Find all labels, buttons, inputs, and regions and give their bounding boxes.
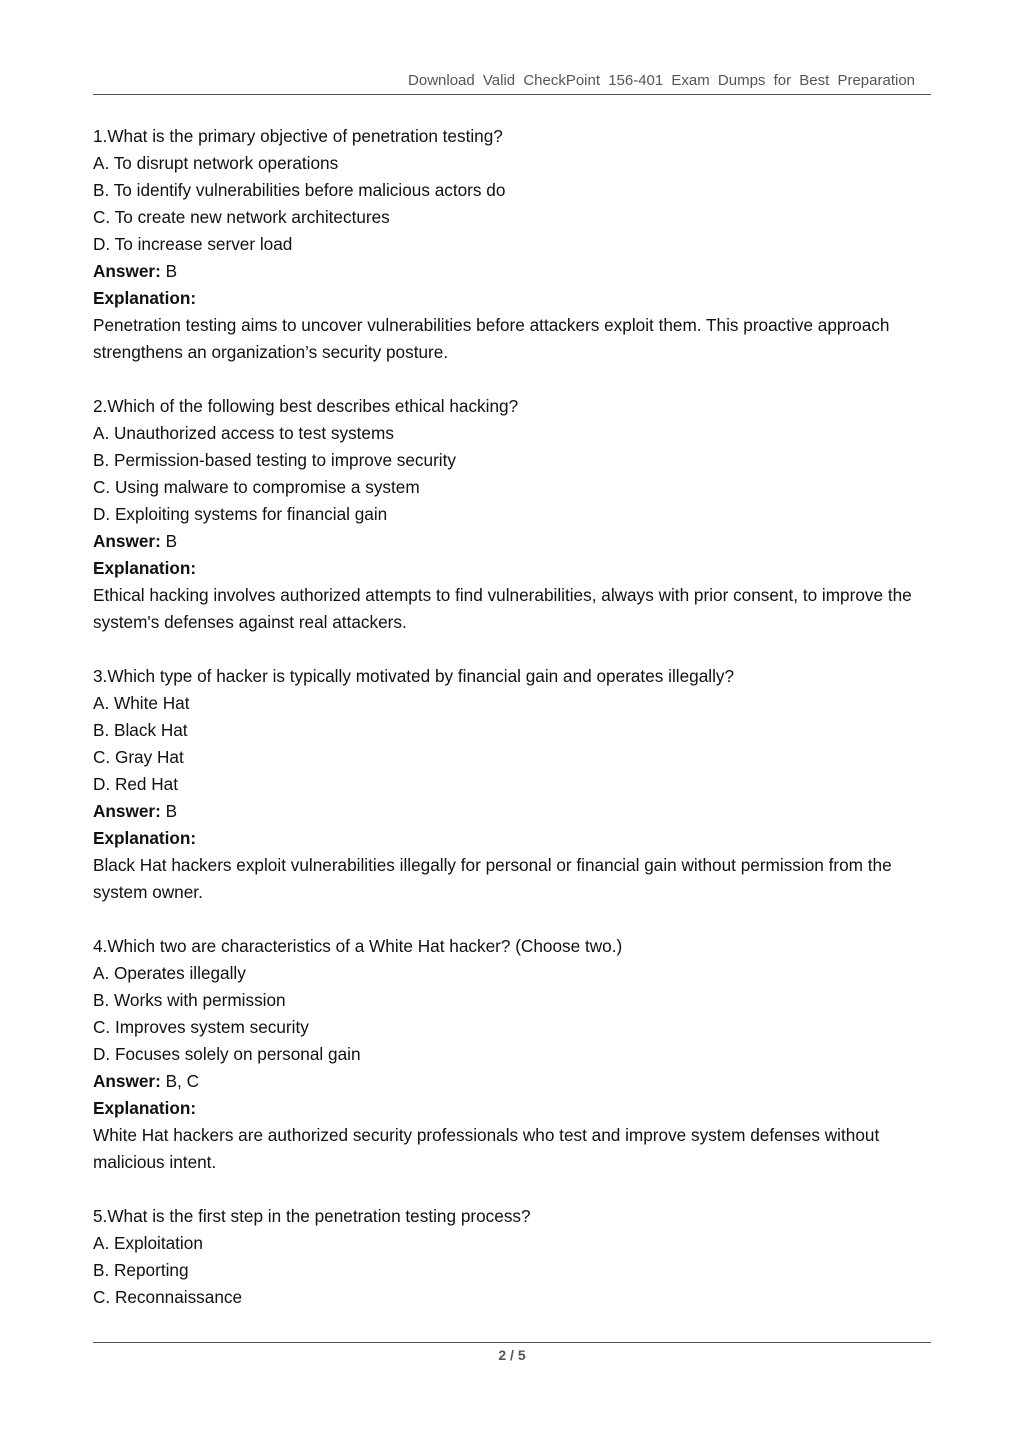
answer-label: Answer: <box>93 531 161 551</box>
explanation-label: Explanation: <box>93 288 197 308</box>
question-block <box>93 933 933 1176</box>
question-text: 5.What is the first step in the penetration testing process? <box>93 1206 531 1226</box>
explanation-label: Explanation: <box>93 558 197 578</box>
explanation-label: Explanation: <box>93 828 197 848</box>
answer-line <box>93 798 933 825</box>
answer-value: B <box>165 531 178 551</box>
answer-option: C. Reconnaissance <box>93 1287 243 1307</box>
answer-value: B <box>165 801 178 821</box>
answer-label: Answer: <box>93 1071 161 1091</box>
page-content <box>93 123 933 1311</box>
answer-line <box>93 528 933 555</box>
page-header <box>93 72 931 95</box>
answer-option: D. Red Hat <box>93 774 179 794</box>
answer-value: B, C <box>165 1071 200 1091</box>
page-footer <box>93 1342 931 1363</box>
answer-option: A. To disrupt network operations <box>93 153 339 173</box>
question-block <box>93 663 933 906</box>
question-block <box>93 393 933 636</box>
question-text: 4.Which two are characteristics of a White Hat hacker? (Choose two.) <box>93 936 623 956</box>
explanation-text: Penetration testing aims to uncover vulnerabilities before attackers exploit them. This proactive approach strengthens an organization’s security posture. <box>93 315 890 362</box>
answer-option: C. Gray Hat <box>93 747 184 767</box>
answer-value: B <box>165 261 178 281</box>
answer-option: D. To increase server load <box>93 234 293 254</box>
answer-option: B. Works with permission <box>93 990 286 1010</box>
answer-option: A. Operates illegally <box>93 963 246 983</box>
answer-option: B. Black Hat <box>93 720 188 740</box>
answer-label: Answer: <box>93 261 161 281</box>
explanation-label: Explanation: <box>93 1098 197 1118</box>
question-text: 2.Which of the following best describes ethical hacking? <box>93 396 519 416</box>
header-title: Download Valid CheckPoint 156-401 Exam Dumps for Best Preparation <box>408 72 915 89</box>
answer-option: C. Improves system security <box>93 1017 309 1037</box>
question-block <box>93 123 933 366</box>
answer-label: Answer: <box>93 801 161 821</box>
answer-option: D. Exploiting systems for financial gain <box>93 504 388 524</box>
question-text: 3.Which type of hacker is typically motivated by financial gain and operates illegally? <box>93 666 735 686</box>
explanation-text: Ethical hacking involves authorized attempts to find vulnerabilities, always with prior consent, to improve the system's defenses against real attackers. <box>93 585 912 632</box>
answer-option: C. To create new network architectures <box>93 207 390 227</box>
question-text: 1.What is the primary objective of penetration testing? <box>93 126 503 146</box>
explanation-text: White Hat hackers are authorized security professionals who test and improve system defenses without malicious intent. <box>93 1125 880 1172</box>
answer-option: A. Unauthorized access to test systems <box>93 423 394 443</box>
page-number: 2 / 5 <box>498 1347 526 1363</box>
answer-option: B. Permission-based testing to improve security <box>93 450 456 470</box>
answer-option: A. Exploitation <box>93 1233 203 1253</box>
answer-line <box>93 258 933 285</box>
answer-option: A. White Hat <box>93 693 190 713</box>
question-block <box>93 1203 933 1311</box>
answer-option: B. To identify vulnerabilities before malicious actors do <box>93 180 506 200</box>
explanation-text: Black Hat hackers exploit vulnerabilities illegally for personal or financial gain without permission from the system owner. <box>93 855 892 902</box>
answer-option: D. Focuses solely on personal gain <box>93 1044 361 1064</box>
answer-option: C. Using malware to compromise a system <box>93 477 420 497</box>
answer-line <box>93 1068 933 1095</box>
answer-option: B. Reporting <box>93 1260 189 1280</box>
